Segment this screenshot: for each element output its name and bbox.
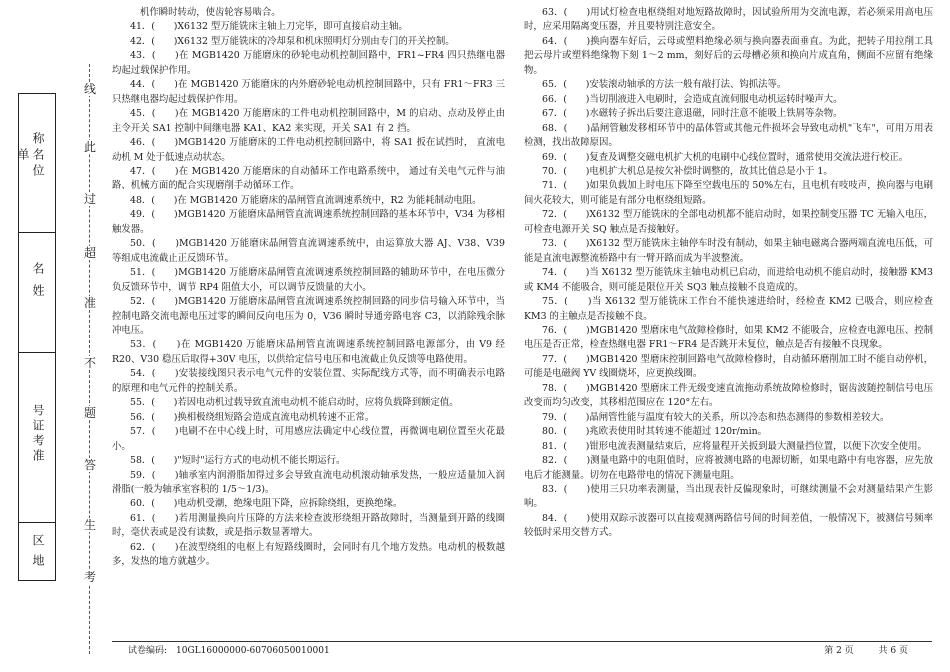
question-item: 66．( )当切削液进入电刷时，会造成直流伺服电动机运转时噪声大。 (542, 93, 843, 105)
question-item: 81．( )钳形电流表测量结束后，应将量程开关扳到最大测量挡位置，以便下次安全使用。 (542, 440, 927, 452)
question-item: 70．( )电机扩大机总是按欠补偿时调整的，故其比值总是小于 1。 (542, 165, 833, 177)
question-item: 60．( )电动机受潮，绝缘电阻下降，应拆除绕组，更换绝缘。 (130, 498, 403, 510)
question-item: 48．( )在 MGB1420 万能磨床的晶闸管直流调速系统中，R2 为能耗制动电阻。 (130, 194, 482, 206)
question-item: 71．( )如果负载加上时电压下降至空载电压的 50%左右，且电机有吱吱声，换向器与电刷间火花较大，则可能是有部分电枢绕组短路。 (524, 180, 933, 206)
seal-line (83, 64, 103, 654)
question-item: 42．( )X6132 型万能铣床的冷却泵和机床照明灯分别由专门的开关控制。 (130, 35, 455, 47)
seal-char: 答 (83, 458, 96, 472)
question-item: 57．( )电刷不在中心线上时，可用感应法确定中心线位置，再微调电刷位置至火花最小。 (112, 426, 505, 452)
name-label: 名姓 (31, 262, 45, 306)
seal-char: 生 (83, 518, 96, 532)
page-info (802, 645, 908, 657)
page-total: 共 6 页 (878, 646, 908, 656)
seal-char: 考 (83, 570, 96, 584)
question-item: 83．( )使用三只功率表测量，当出现表针反偏现象时，可继续测量不会对测量结果产生影响。 (524, 483, 933, 510)
footer-divider (112, 641, 932, 642)
question-item: 59．( )轴承室内润滑脂加得过多会导致直流电动机滚动轴承发热，一般应适量加入润滑脂(一般为轴承室容积的 1/5～1/3)。 (112, 469, 505, 495)
divider (19, 232, 55, 233)
seal-char: 此 (83, 140, 96, 154)
question-item: 82．( )测量电路中的电阻值时，应将被测电路的电源切断，如果电路中有电容器，应先放电后才能测量。切勿在电路带电的情况下测量电阻。 (524, 455, 933, 481)
region-label: 区地 (31, 534, 45, 574)
question-item: 64．( )换向器车好后，云母或塑料绝缘必须与换向器表面垂直。为此，把转子用拉削工具把云母片或塑料绝缘物下刻 1～2 mm，刻好后的云母槽必须和换向片成直角，侧面不应留有绝缘物。 (524, 35, 933, 76)
question-item: 47．( )在 MGB1420 万能磨床的自动循环工作电路系统中， 通过有关电气元件与油路、机械方面的配合实现磨削手动循环工作。 (112, 165, 505, 192)
question-item: 61．( )若用测量换向片压降的方法来检查波形绕组开路故障时，当测量到开路的线圈时，毫伏表或是没有读数，或是指示数显著增大。 (112, 512, 505, 539)
question-item: 44．( )在 MGB1420 万能磨床的内外磨砂轮电动机控制回路中，只有 FR1～FR3 三只热继电器均起过载保护作用。 (112, 79, 505, 105)
question-item: 80．( )兆欧表使用时其转速不能超过 120r/min。 (542, 426, 768, 438)
seal-char: 题 (83, 406, 96, 420)
question-item: 73．( )X6132 型万能铣床主轴停车时没有制动，如果主轴电磁离合器两端直流电压低，可能是直流电源整流桥路中有一臂开路而成为半波整流。 (524, 238, 933, 264)
question-item: 54．( )安装接线图只表示电气元件的安装位置、实际配线方式等，而不明确表示电路的原理和电气元件的控制关系。 (112, 368, 505, 394)
question-item: 77．( )MGB1420 型磨床控制回路电气故障检修时，自动循环磨削加工时不能自动停机，可能是电磁阀 YV 线圈烧坏，应更换线圈。 (524, 353, 933, 380)
unit-name-label: 称名位单 (16, 132, 45, 180)
question-item: 72．( )X6132 型万能铣床的全部电动机都不能启动时，如果控制变压器 TC 无输入电压，可检查电源开关 SQ 触点是否接触好。 (524, 209, 933, 235)
seal-char: 线 (83, 82, 96, 96)
question-item: 76．( )MGB1420 型磨床电气故障检修时，如果 KM2 不能吸合，应检查电源电压、控制电压是否正常，检查热继电器 FR1～FR4 是否跳开未复位，触点是否有接触不良现象。 (524, 324, 933, 351)
question-item: 79．( )晶闸管性能与温度有较大的关系，所以冷态和热态测得的参数相差较大。 (542, 411, 890, 423)
question-item: 67．( )水磁转子拆出后要注意退磁，同时注意不能吸上铁屑等杂物。 (542, 108, 843, 120)
seal-char: 准 (83, 296, 96, 310)
question-item: 53．( )在 MGB1420 万能磨床晶闸管直流调速系统控制回路电源部分，由 V9 经 R20、V30 稳压后取得+30V 电压，以供给定信号电压和电流截止负反馈等电路使用。 (112, 339, 505, 365)
question-item: 机作瞬时转动，使齿轮容易啮合。 (140, 7, 281, 18)
seal-char: 超 (83, 246, 96, 260)
question-item: 41．( )X6132 型万能铣床主轴上刀完毕，即可直接启动主轴。 (130, 21, 408, 33)
question-item: 45．( )在 MGB1420 万能磨床的工件电动机控制回路中，M 的启动、点动及停止由主令开关 SA1 控制中间继电器 KA1、KA2 来实现，开关 SA1 有 2 挡。 (112, 108, 505, 134)
question-item: 84．( )使用双踪示波器可以直接观测两路信号间的时间差值，一般情况下，被测信号频率较低时采用交替方式。 (524, 512, 933, 539)
exam-id-label: 号证考准 (31, 404, 45, 464)
paper-code: 试卷编码: 10GL16000000-60706050010001 (128, 646, 330, 656)
question-item: 46．( )MGB1420 万能磨床的工件电动机控制回路中，将 SA1 扳在试挡时， 直流电动机 M 处于低速点动状态。 (112, 137, 505, 163)
question-item: 43．( )在 MGB1420 万能磨床的砂轮电动机控制回路中，FR1~FR4 四只热继电器均起过载保护作用。 (112, 50, 505, 76)
question-item: 52．( )MGB1420 万能磨床晶闸管直流调速系统控制回路的同步信号输入环节中，当控制电路交流电源电压过零的瞬间反向电压为 0，V36 瞬时导通旁路电容 C3，以消除残余脉冲电压。 (112, 296, 505, 336)
question-item: 56．( )换相极绕组短路会造成直流电动机转速不正常。 (130, 411, 375, 423)
questions-left-column (112, 6, 505, 570)
divider (19, 522, 55, 523)
question-item: 69．( )复查及调整交磁电机扩大机的电刷中心线位置时，通常使用交流法进行校正。 (542, 151, 909, 163)
question-item: 58．( )"短时"运行方式的电动机不能长期运行。 (130, 455, 346, 467)
question-item: 50．( )MGB1420 万能磨床晶闸管直流调速系统中，由运算放大器 AJ、V38、V39 等组成电流截止正反馈环节。 (112, 238, 505, 264)
question-item: 55．( )若因电动机过载导致直流电动机不能启动时，应将负载降到额定值。 (130, 397, 459, 409)
question-item: 68．( )晶闸管触发移相环节中的晶体管或其他元件损坏会导致电动机"飞车"，可用万用表检测，找出故障原因。 (524, 122, 933, 149)
seal-char: 过 (83, 192, 96, 206)
question-item: 74．( )当 X6132 型万能铣床主轴电动机已启动，而进给电动机不能启动时，接触器 KM3 或 KM4 不能吸合，则可能是限位开关 SQ3 触点接触不良造成的。 (524, 267, 933, 293)
page-number: 第 2 页 (824, 646, 854, 656)
question-item: 51．( )MGB1420 万能磨床晶闸管直流调速系统控制回路的辅助环节中，在电压微分负反馈环节中，调节 RP4 阻值大小，可以调节反馈量的大小。 (112, 267, 505, 293)
question-item: 65．( )安装滚动轴承的方法一般有敲打法、钩抓法等。 (542, 79, 787, 91)
question-item: 62．( )在波型绕组的电枢上有短路线圈时，会同时有几个地方发热。电动机的极数越多，发热的地方就越少。 (112, 541, 505, 568)
candidate-info-box (18, 93, 56, 581)
question-item: 78．( )MGB1420 型磨床工件无级变速直流拖动系统故障检修时，锯齿波随控制信号电压改变而均匀改变，其移相范围应在 120°左右。 (524, 382, 933, 409)
question-item: 75．( )当 X6132 型万能铣床工作台不能快速进给时，经检查 KM2 已吸合，则应检查 KM3 的主触点是否接触不良。 (524, 296, 933, 322)
question-item: 63．( )用试灯检查电枢绕组对地短路故障时，因试验所用为交流电源，若必须采用高电压时，应采用隔离变压器，并且要特别注意安全。 (524, 7, 933, 33)
question-item: 49．( )MGB1420 万能磨床晶闸管直流调速系统控制回路的基本环节中，V34 为移相触发器。 (112, 209, 505, 235)
seal-char: 不 (83, 356, 96, 370)
divider (19, 352, 55, 353)
questions-right-column (524, 6, 933, 541)
